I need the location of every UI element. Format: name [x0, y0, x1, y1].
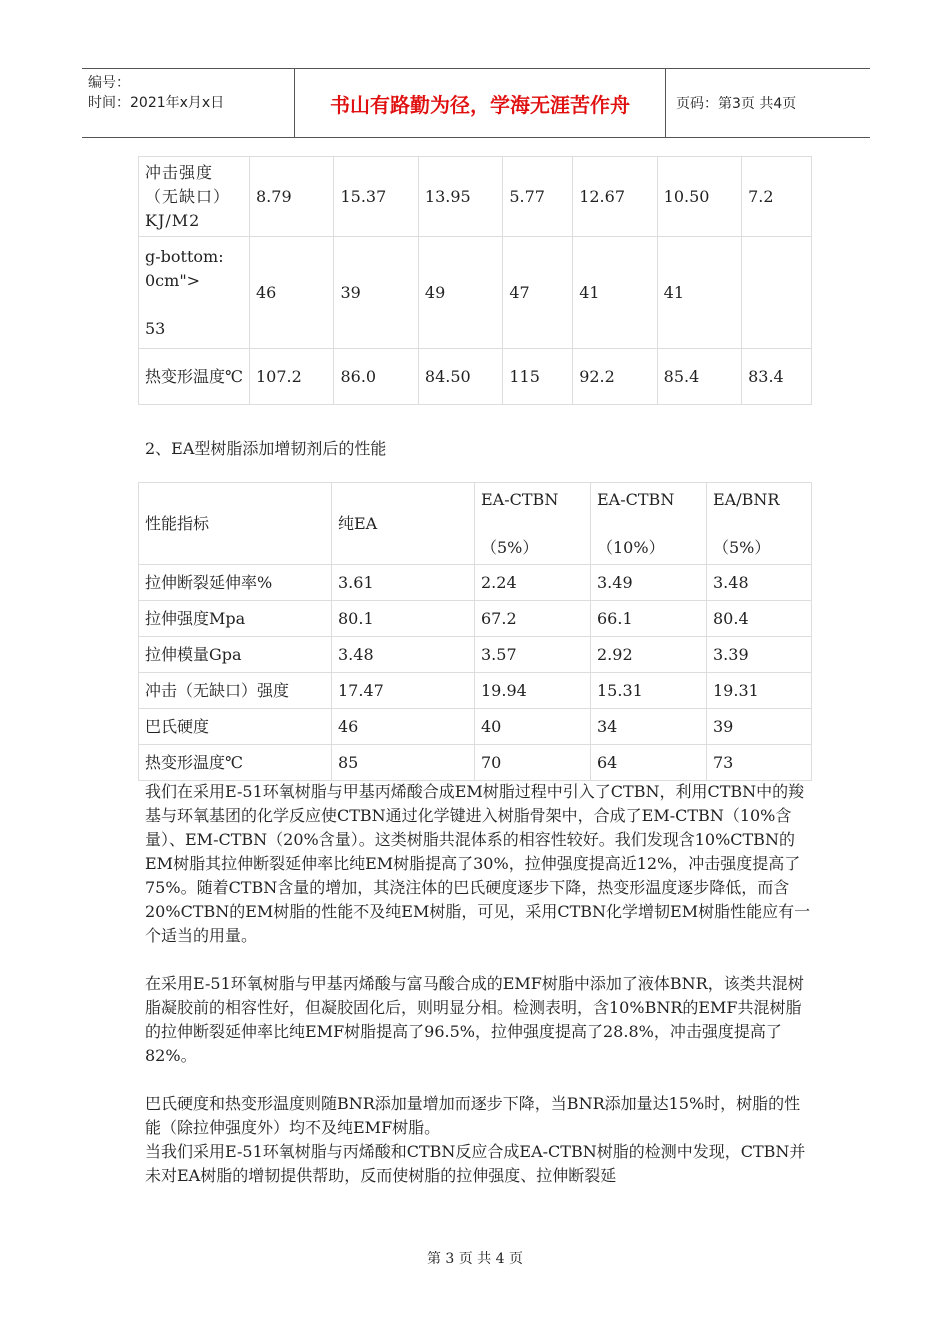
header-date-label: 时间：2021年x月x日	[88, 95, 225, 111]
table-header-cell: 纯EA	[332, 483, 475, 565]
table-cell: 3.49	[591, 565, 707, 601]
table-row	[139, 157, 812, 237]
page-header	[82, 68, 870, 138]
table-cell: 34	[591, 709, 707, 745]
table-cell: 80.4	[707, 601, 812, 637]
table-header-row	[139, 483, 812, 565]
table-cell: 3.48	[332, 637, 475, 673]
table-cell-label: 拉伸模量Gpa	[139, 637, 332, 673]
table-cell: 85	[332, 745, 475, 781]
table-cell: 7.2	[742, 157, 812, 237]
table-cell: 47	[503, 237, 573, 349]
table-cell: 19.94	[475, 673, 591, 709]
table-row	[139, 601, 812, 637]
paragraph: 在采用E-51环氧树脂与甲基丙烯酸与富马酸合成的EMF树脂中添加了液体BNR，该类共混树脂凝胶前的相容性好，但凝胶固化后，则明显分相。检测表明，含10%BNR的EMF共混树脂的拉伸断裂延伸率比纯EMF树脂提高了96.5%，拉伸强度提高了28.8%，冲击强度提高了82%。	[145, 974, 804, 1065]
table-cell: 66.1	[591, 601, 707, 637]
table-cell: 46	[332, 709, 475, 745]
table-cell: 83.4	[742, 349, 812, 405]
table-cell: 15.31	[591, 673, 707, 709]
table-cell-label: 拉伸断裂延伸率%	[139, 565, 332, 601]
table-cell: 46	[250, 237, 334, 349]
table-cell: 41	[573, 237, 657, 349]
table-cell: 17.47	[332, 673, 475, 709]
table-cell: 41	[657, 237, 741, 349]
table-cell: 39	[707, 709, 812, 745]
paragraph: 巴氏硬度和热变形温度则随BNR添加量增加而逐步下降，当BNR添加量达15%时，树脂的性能（除拉伸强度外）均不及纯EMF树脂。	[145, 1094, 801, 1137]
table-cell: 3.57	[475, 637, 591, 673]
table-cell: 115	[503, 349, 573, 405]
table-header-cell: EA/BNR （5%）	[707, 483, 812, 565]
table-cell: 85.4	[657, 349, 741, 405]
table-cell-label: g-bottom: 0cm"> 53	[139, 237, 250, 349]
table-cell: 40	[475, 709, 591, 745]
paragraph: 当我们采用E-51环氧树脂与丙烯酸和CTBN反应合成EA-CTBN树脂的检测中发现，CTBN并未对EA树脂的增韧提供帮助，反而使树脂的拉伸强度、拉伸断裂延	[145, 1142, 806, 1185]
table-cell: 70	[475, 745, 591, 781]
table-row	[139, 565, 812, 601]
table-cell: 13.95	[418, 157, 502, 237]
table-row	[139, 745, 812, 781]
section-title: 2、EA型树脂添加增韧剂后的性能	[145, 439, 387, 458]
table-cell: 2.92	[591, 637, 707, 673]
table-cell-label: 冲击（无缺口）强度	[139, 673, 332, 709]
properties-table-2	[138, 482, 812, 781]
table-cell: 64	[591, 745, 707, 781]
table-cell: 107.2	[250, 349, 334, 405]
table-cell: 3.39	[707, 637, 812, 673]
table-cell: 3.48	[707, 565, 812, 601]
table-cell-label: 拉伸强度Mpa	[139, 601, 332, 637]
table-row	[139, 637, 812, 673]
table-cell: 2.24	[475, 565, 591, 601]
table-row	[139, 349, 812, 405]
table-cell: 49	[418, 237, 502, 349]
table-cell: 80.1	[332, 601, 475, 637]
table-cell: 10.50	[657, 157, 741, 237]
table-row	[139, 709, 812, 745]
table-cell: 84.50	[418, 349, 502, 405]
table-cell	[742, 237, 812, 349]
table-cell: 73	[707, 745, 812, 781]
table-row	[139, 673, 812, 709]
header-number-label: 编号：	[88, 75, 130, 91]
table-header-cell: EA-CTBN （5%）	[475, 483, 591, 565]
table-cell: 8.79	[250, 157, 334, 237]
table-cell: 92.2	[573, 349, 657, 405]
page-footer: 第 3 页 共 4 页	[426, 1251, 524, 1267]
table-cell-label: 热变形温度℃	[139, 349, 250, 405]
table-cell: 12.67	[573, 157, 657, 237]
table-cell-label: 冲击强度（无缺口）KJ/M2	[139, 157, 250, 237]
table-cell: 67.2	[475, 601, 591, 637]
table-cell: 15.37	[334, 157, 418, 237]
table-header-cell: 性能指标	[139, 483, 332, 565]
table-cell: 19.31	[707, 673, 812, 709]
header-motto: 书山有路勤为径，学海无涯苦作舟	[295, 69, 666, 137]
header-meta	[82, 69, 295, 137]
header-page-label: 页码：第3页 共4页	[676, 96, 797, 112]
table-cell: 5.77	[503, 157, 573, 237]
table-cell-label: 热变形温度℃	[139, 745, 332, 781]
table-cell: 39	[334, 237, 418, 349]
table-header-cell: EA-CTBN （10%）	[591, 483, 707, 565]
table-cell: 3.61	[332, 565, 475, 601]
properties-table-1	[138, 156, 812, 405]
body-text	[145, 780, 815, 1188]
table-cell: 86.0	[334, 349, 418, 405]
table-cell-label: 巴氏硬度	[139, 709, 332, 745]
paragraph: 我们在采用E-51环氧树脂与甲基丙烯酸合成EM树脂过程中引入了CTBN，利用CTBN中的羧基与环氧基团的化学反应使CTBN通过化学键进入树脂骨架中，合成了EM-CTBN（10%含量）、EM-CTBN（20%含量）。这类树脂共混体系的相容性较好。我们发现含10%CTBN的EM树脂其拉伸断裂延伸率比纯EM树脂提高了30%，拉伸强度提高近12%，冲击强度提高了75%。随着CTBN含量的增加，其浇注体的巴氏硬度逐步下降，热变形温度逐步降低，而含20%CTBN的EM树脂的性能不及纯EM树脂，可见，采用CTBN化学增韧EM树脂性能应有一个适当的用量。	[145, 782, 811, 945]
table-row	[139, 237, 812, 349]
